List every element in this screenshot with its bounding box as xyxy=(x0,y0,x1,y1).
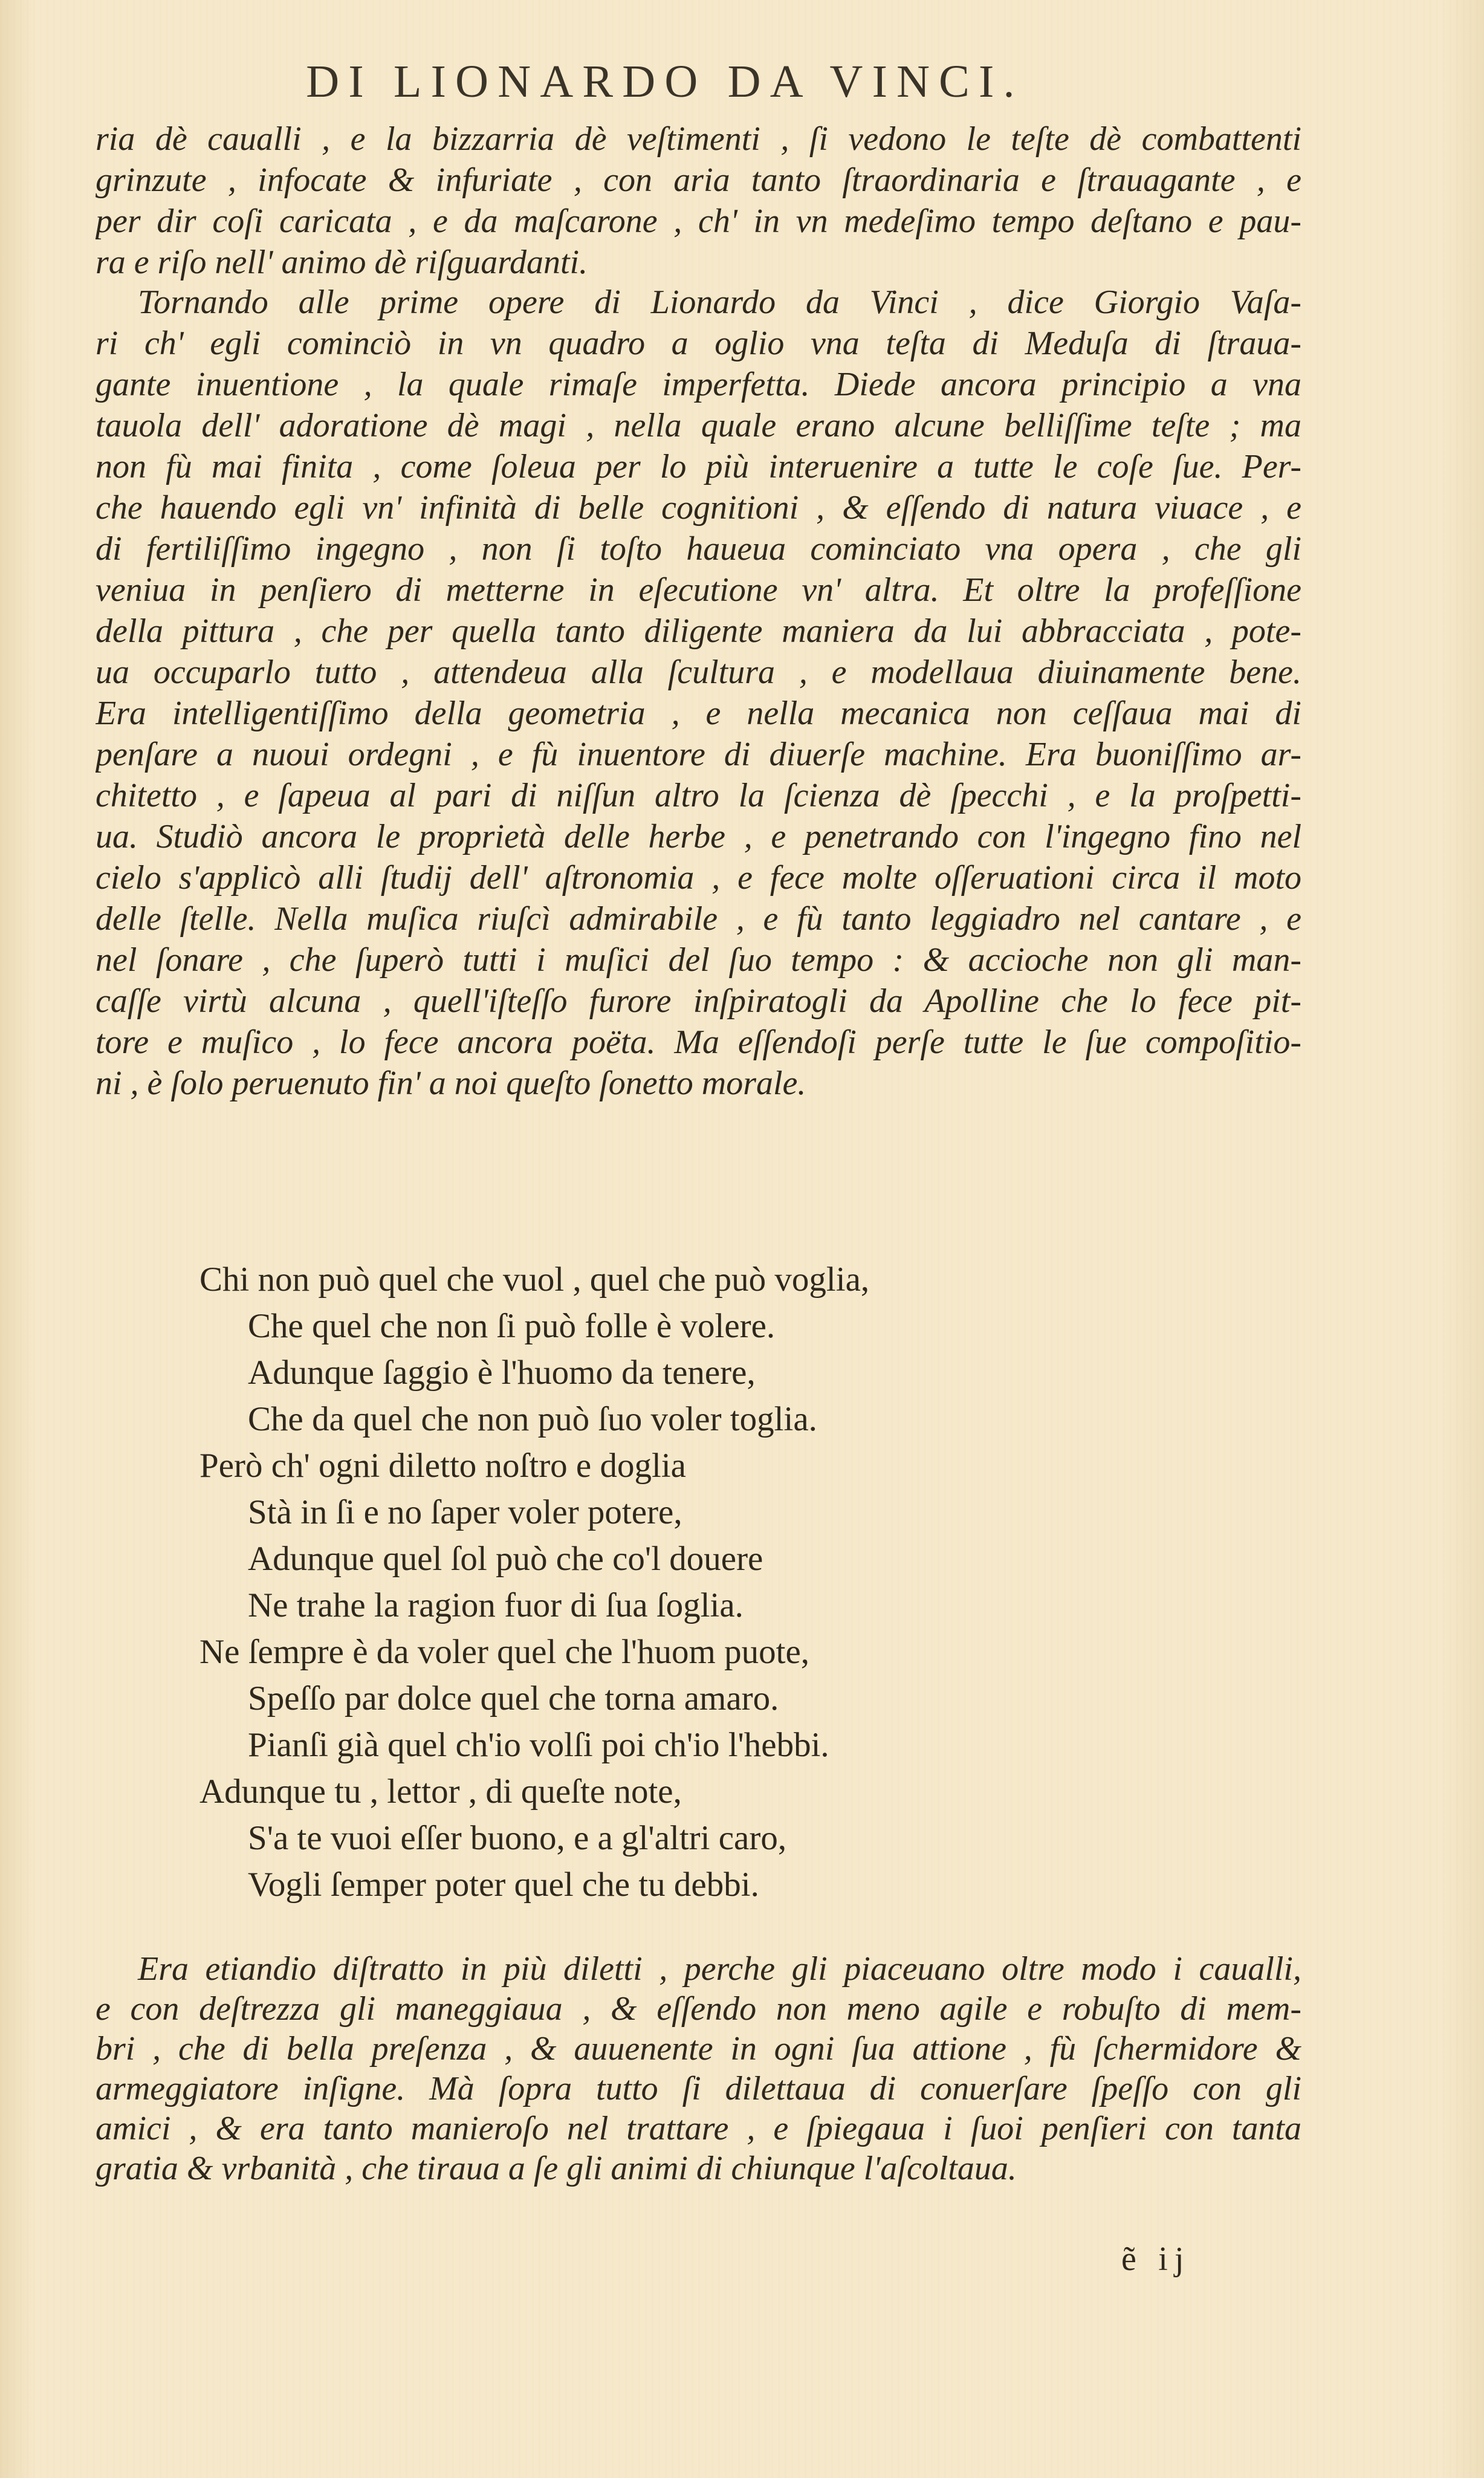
text-line: grinzute , infocate & infuriate , con aria tanto ſtraordinaria e ſtrauagante , e xyxy=(96,161,1301,199)
verse-line: Che quel che non ſi può folle è volere. xyxy=(248,1307,776,1345)
text-line: Tornando alle prime opere di Lionardo da Vinci , dice Giorgio Vaſa- xyxy=(138,284,1301,321)
paragraph-2 xyxy=(96,282,1301,1104)
text-line: penſare a nuoui ordegni , e fù inuentore di diuerſe machine. Era buoniſſimo ar- xyxy=(96,736,1301,773)
verse-line: Adunque ſaggio è l'huomo da tenere, xyxy=(248,1354,756,1392)
signature-mark: ẽ ij xyxy=(1121,2240,1191,2278)
text-line: che hauendo egli vn' infinità di belle cognitioni , & eſſendo di natura viuace , e xyxy=(96,489,1301,527)
text-line: non fù mai finita , come ſoleua per lo più interuenire a tutte le coſe ſue. Per- xyxy=(96,448,1301,485)
text-line: amici , & era tanto manieroſo nel trattare , e ſpiegaua i ſuoi penſieri con tanta xyxy=(96,2110,1301,2147)
verse-line: Chi non può quel che vuol , quel che può voglia, xyxy=(199,1260,870,1299)
text-line: armeggiatore inſigne. Mà ſopra tutto ſi dilettaua di conuerſare ſpeſſo con gli xyxy=(96,2070,1301,2107)
verse-line: Ne trahe la ragion fuor di ſua ſoglia. xyxy=(248,1586,744,1624)
text-line: gratia & vrbanità , che tiraua a ſe gli animi di chiunque l'aſcoltaua. xyxy=(96,2150,1017,2187)
text-line: ua occuparlo tutto , attendeua alla ſcultura , e modellaua diuinamente bene. xyxy=(96,654,1301,691)
text-line: gante inuentione , la quale rimaſe imperfetta. Diede ancora principio a vna xyxy=(96,366,1301,403)
text-line: delle ſtelle. Nella muſica riuſcì admirabile , e fù tanto leggiadro nel cantare , e xyxy=(96,900,1301,938)
text-line: ni , è ſolo peruenuto fin' a noi queſto ſonetto morale. xyxy=(96,1065,806,1102)
running-head: DI LIONARDO DA VINCI. xyxy=(306,56,1024,107)
text-line: della pittura , che per quella tanto diligente maniera da lui abbracciata , pote- xyxy=(96,612,1301,650)
text-line: ri ch' egli cominciò in vn quadro a oglio vna teſta di Meduſa di ſtraua- xyxy=(96,325,1301,362)
verse-line: Adunque quel ſol può che co'l douere xyxy=(248,1540,763,1578)
text-line: e con deſtrezza gli maneggiaua , & eſſendo non meno agile e robuſto di mem- xyxy=(96,1990,1301,2028)
verse-line: Stà in ſi e no ſaper voler potere, xyxy=(248,1493,682,1531)
paragraph-3 xyxy=(96,1949,1301,2188)
verse-line: Ne ſempre è da voler quel che l'huom puote, xyxy=(199,1633,809,1671)
text-line: cielo s'applicò alli ſtudij dell' aſtronomia , e fece molte oſſeruationi circa il moto xyxy=(96,859,1301,897)
text-line: bri , che di bella preſenza , & auuenente in ogni ſua attione , fù ſchermidore & xyxy=(96,2030,1301,2068)
text-line: tore e muſico , lo fece ancora poëta. Ma eſſendoſi perſe tutte le ſue compoſitio- xyxy=(96,1023,1301,1061)
text-line: ua. Studiò ancora le proprietà delle herbe , e penetrando con l'ingegno fino nel xyxy=(96,818,1301,855)
text-line: veniua in penſiero di metterne in eſecutione vn' altra. Et oltre la profeſſione xyxy=(96,571,1301,609)
verse-line: Vogli ſemper poter quel che tu debbi. xyxy=(248,1866,759,1904)
verse-line: Speſſo par dolce quel che torna amaro. xyxy=(248,1679,779,1717)
text-line: di fertiliſſimo ingegno , non ſi toſto haueua cominciato vna opera , che gli xyxy=(96,530,1301,568)
verse-line: S'a te vuoi eſſer buono, e a gl'altri caro, xyxy=(248,1819,787,1857)
text-line: nel ſonare , che ſuperò tutti i muſici del ſuo tempo : & accioche non gli man- xyxy=(96,941,1301,979)
paragraph-1 xyxy=(96,118,1301,283)
text-line: Era etiandio diſtratto in più diletti , perche gli piaceuano oltre modo i caualli, xyxy=(138,1950,1301,1988)
text-line: ra e riſo nell' animo dè riſguardanti. xyxy=(96,244,588,281)
text-line: Era intelligentiſſimo della geometria , e nella mecanica non ceſſaua mai di xyxy=(96,695,1301,732)
sonnet xyxy=(199,1256,1106,1908)
text-line: chitetto , e ſapeua al pari di niſſun altro la ſcienza dè ſpecchi , e la proſpetti- xyxy=(96,777,1301,814)
text-line: per dir coſi caricata , e da maſcarone , ch' in vn medeſimo tempo deſtano e pau- xyxy=(96,203,1301,240)
text-line: tauola dell' adoratione dè magi , nella quale erano alcune belliſſime teſte ; ma xyxy=(96,407,1301,444)
text-line: ria dè caualli , e la bizzarria dè veſtimenti , ſi vedono le teſte dè combattenti xyxy=(96,120,1301,158)
text-line: caſſe virtù alcuna , quell'iſteſſo furore inſpiratogli da Apolline che lo fece pit- xyxy=(96,982,1301,1020)
verse-line: Che da quel che non può ſuo voler toglia. xyxy=(248,1400,817,1438)
verse-line: Pianſi già quel ch'io volſi poi ch'io l'hebbi. xyxy=(248,1726,829,1764)
verse-line: Però ch' ogni diletto noſtro e doglia xyxy=(199,1447,686,1485)
verse-line: Adunque tu , lettor , di queſte note, xyxy=(199,1773,682,1811)
